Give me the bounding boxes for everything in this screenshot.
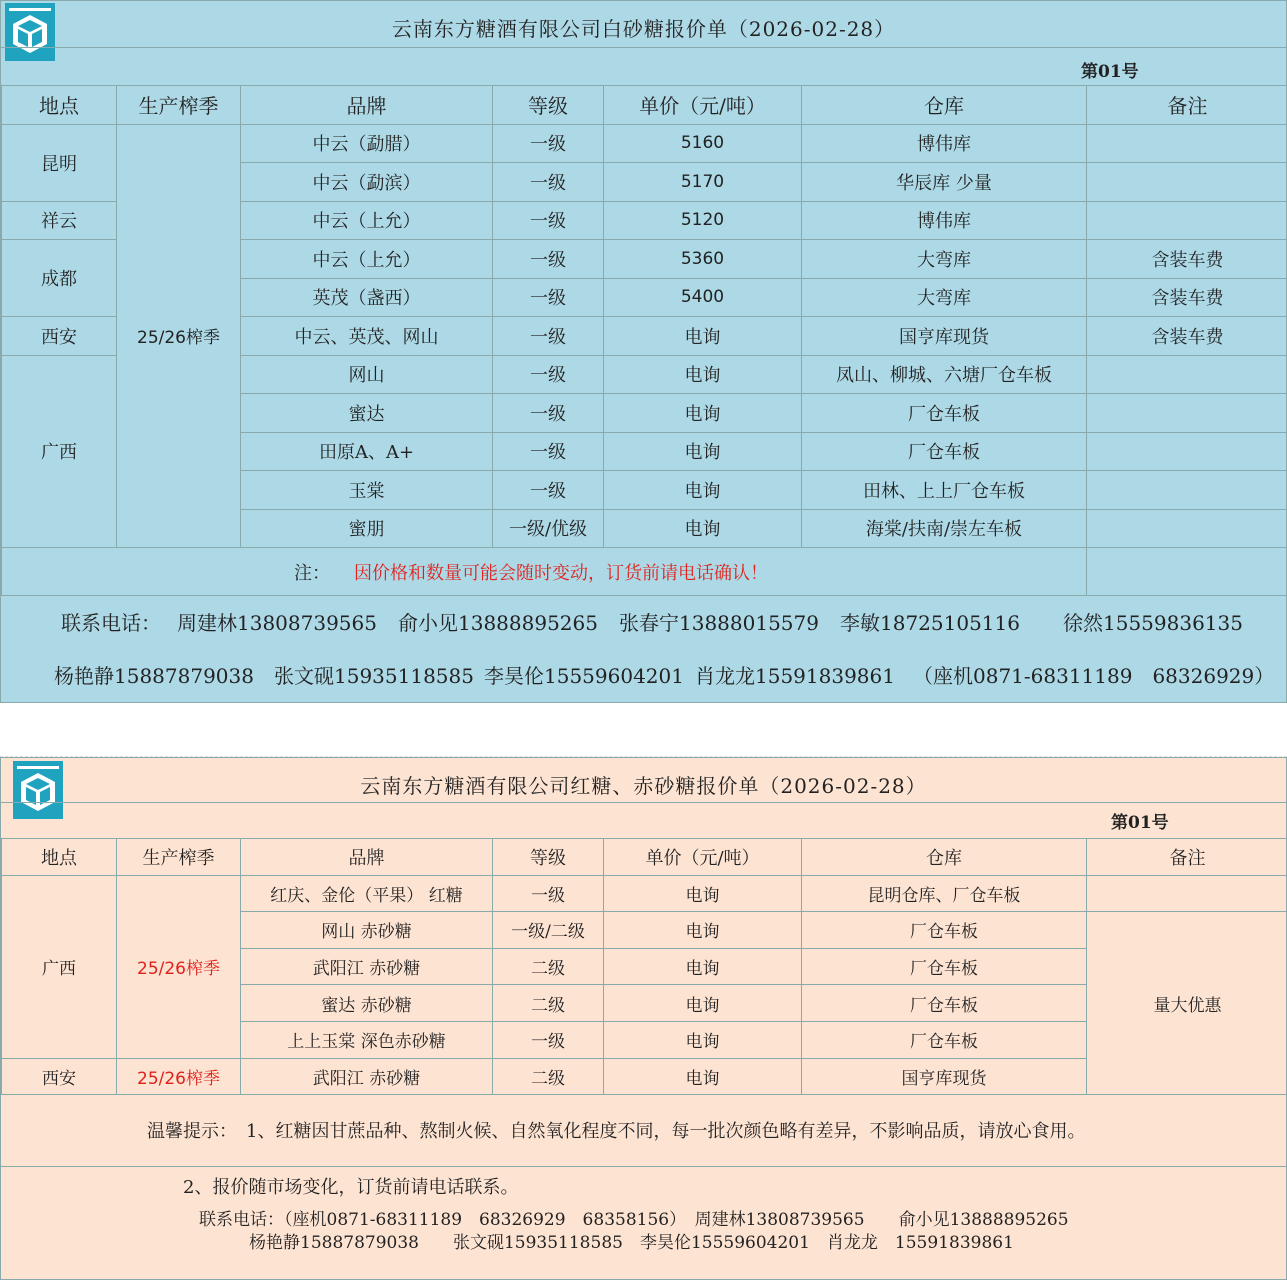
warehouse-cell: 厂仓车板 [802,948,1087,985]
brand-cell: 上上玉棠 深色赤砂糖 [241,1021,493,1058]
contacts-label: 联系电话： [61,611,161,635]
brand-cell: 中云（上允） [241,240,493,279]
contact-item: 张春宁13888015579 [619,611,819,635]
grade-cell: 二级 [493,1058,604,1095]
grade-cell: 一级 [493,317,604,356]
warehouse-cell: 凤山、柳城、六塘厂仓车板 [802,355,1087,394]
note-label: 注： [294,562,330,584]
sheet-number: 第01号 [1111,813,1169,833]
remark-cell: 量大优惠 [1087,912,1287,1095]
warehouse-cell: 厂仓车板 [802,912,1087,949]
contacts-line-1: 联系电话：（座机0871-68311189 68326929 68358156） 周建林13808739565 俞小见13888895265 [199,1210,1069,1230]
grade-cell: 一级 [493,1021,604,1058]
warehouse-cell: 海棠/扶南/崇左车板 [802,509,1087,548]
warehouse-cell: 厂仓车板 [802,432,1087,471]
contact-item: 李敏18725105116 [840,611,1020,635]
grade-cell: 一级 [493,875,604,912]
location-cell: 广西 [2,355,117,548]
warehouse-cell: 厂仓车板 [802,1021,1087,1058]
brand-cell: 中云（勐腊） [241,124,493,163]
season-cell: 25/26榨季 [117,875,241,1058]
brand-cell: 田原A、A+ [241,432,493,471]
contacts-line-2: 杨艳静15887879038 张文砚15935118585 李昊伦15559604201 肖龙龙 15591839861 [249,1233,1014,1253]
price-cell: 5360 [604,240,802,279]
header-price: 单价（元/吨） [604,86,802,125]
brown-sugar-price-table [1,838,1287,1095]
price-cell: 5160 [604,124,802,163]
grade-cell: 一级 [493,432,604,471]
header-remark: 备注 [1087,86,1287,125]
warehouse-cell: 博伟库 [802,201,1087,240]
sheet-number: 第01号 [1081,62,1139,82]
price-cell: 电询 [604,912,802,949]
price-cell: 5120 [604,201,802,240]
remark-cell [1087,201,1287,240]
grade-cell: 一级 [493,355,604,394]
header-warehouse: 仓库 [802,86,1087,125]
price-cell: 电询 [604,471,802,510]
warehouse-cell: 华辰库 少量 [802,163,1087,202]
grade-cell: 一级 [493,124,604,163]
grade-cell: 一级 [493,201,604,240]
landline-item: （座机0871-68311189 68326929） [913,664,1275,688]
season-cell: 25/26榨季 [117,124,241,548]
price-cell: 电询 [604,394,802,433]
table-header-row [2,86,1287,125]
grade-cell: 二级 [493,948,604,985]
table-row [2,875,1287,912]
page-title: 云南东方糖酒有限公司白砂糖报价单（2026-02-28） [391,17,896,41]
season-cell: 25/26榨季 [117,1058,241,1095]
header-location: 地点 [2,839,117,876]
contact-item: 李昊伦15559604201 [484,664,684,688]
white-sugar-price-table [1,85,1287,596]
location-cell: 西安 [2,317,117,356]
warehouse-cell: 国亨库现货 [802,1058,1087,1095]
sheet-divider [0,703,1287,757]
brand-cell: 网山 [241,355,493,394]
brown-sugar-quote-sheet [0,757,1287,1280]
warehouse-cell: 田林、上上厂仓车板 [802,471,1087,510]
warehouse-cell: 昆明仓库、厂仓车板 [802,875,1087,912]
remark-cell [1087,355,1287,394]
contact-item: 俞小见13888895265 [398,611,598,635]
location-cell: 西安 [2,1058,117,1095]
brand-cell: 蜜达 赤砂糖 [241,985,493,1022]
brand-cell: 英茂（盏西） [241,278,493,317]
price-cell: 电询 [604,432,802,471]
contact-item: 杨艳静15887879038 [54,664,254,688]
price-cell: 电询 [604,948,802,985]
remark-cell [1087,394,1287,433]
price-cell: 电询 [604,509,802,548]
brand-cell: 武阳江 赤砂糖 [241,948,493,985]
price-cell: 电询 [604,1021,802,1058]
contact-item: 肖龙龙15591839861 [695,664,895,688]
location-cell: 成都 [2,240,117,317]
price-cell: 电询 [604,317,802,356]
grade-cell: 二级 [493,985,604,1022]
grade-cell: 一级 [493,240,604,279]
warehouse-cell: 厂仓车板 [802,394,1087,433]
header-brand: 品牌 [241,839,493,876]
brand-cell: 网山 赤砂糖 [241,912,493,949]
brand-cell: 红庆、金伦（平果） 红糖 [241,875,493,912]
brand-cell: 蜜朋 [241,509,493,548]
header-season: 生产榨季 [117,86,241,125]
note-cell [2,548,1087,596]
page-title: 云南东方糖酒有限公司红糖、赤砂糖报价单（2026-02-28） [360,774,927,798]
warehouse-cell: 博伟库 [802,124,1087,163]
grade-cell: 一级 [493,394,604,433]
brand-cell: 中云（上允） [241,201,493,240]
remark-cell [1087,875,1287,912]
remark-cell [1087,163,1287,202]
warehouse-cell: 国亨库现货 [802,317,1087,356]
remark-cell [1087,432,1287,471]
price-cell: 电询 [604,985,802,1022]
brand-cell: 武阳江 赤砂糖 [241,1058,493,1095]
price-cell: 电询 [604,875,802,912]
brand-cell: 中云（勐滨） [241,163,493,202]
header-season: 生产榨季 [117,839,241,876]
price-cell: 电询 [604,1058,802,1095]
contact-item: 张文砚15935118585 [274,664,474,688]
table-row [2,124,1287,163]
remark-cell [1087,471,1287,510]
contact-item: 周建林13808739565 [177,611,377,635]
location-cell: 广西 [2,875,117,1058]
grade-cell: 一级 [493,163,604,202]
remark-cell [1087,509,1287,548]
header-grade: 等级 [493,86,604,125]
remark-cell [1087,124,1287,163]
tip-line-2: 2、报价随市场变化，订货前请电话联系。 [183,1177,519,1198]
price-cell: 电询 [604,355,802,394]
warehouse-cell: 大弯库 [802,278,1087,317]
header-remark: 备注 [1087,839,1287,876]
warehouse-cell: 厂仓车板 [802,985,1087,1022]
table-header-row [2,839,1287,876]
remark-cell: 含装车费 [1087,317,1287,356]
grade-cell: 一级/优级 [493,509,604,548]
remark-cell: 含装车费 [1087,240,1287,279]
remark-cell: 含装车费 [1087,278,1287,317]
brand-cell: 蜜达 [241,394,493,433]
header-brand: 品牌 [241,86,493,125]
note-remark-cell [1087,548,1287,596]
contact-item: 徐然15559836135 [1063,611,1243,635]
grade-cell: 一级/二级 [493,912,604,949]
warehouse-cell: 大弯库 [802,240,1087,279]
header-price: 单价（元/吨） [604,839,802,876]
brand-cell: 玉棠 [241,471,493,510]
header-grade: 等级 [493,839,604,876]
price-cell: 5400 [604,278,802,317]
header-warehouse: 仓库 [802,839,1087,876]
header-location: 地点 [2,86,117,125]
price-cell: 5170 [604,163,802,202]
brand-cell: 中云、英茂、网山 [241,317,493,356]
tip-line-1: 温馨提示： 1、红糖因甘蔗品种、熬制火候、自然氧化程度不同，每一批次颜色略有差异，不影响品质，请放心食用。 [147,1121,1086,1142]
grade-cell: 一级 [493,471,604,510]
location-cell: 昆明 [2,124,117,201]
note-warning: 因价格和数量可能会随时变动，订货前请电话确认！ [354,562,768,584]
location-cell: 祥云 [2,201,117,240]
note-row [2,548,1287,596]
grade-cell: 一级 [493,278,604,317]
